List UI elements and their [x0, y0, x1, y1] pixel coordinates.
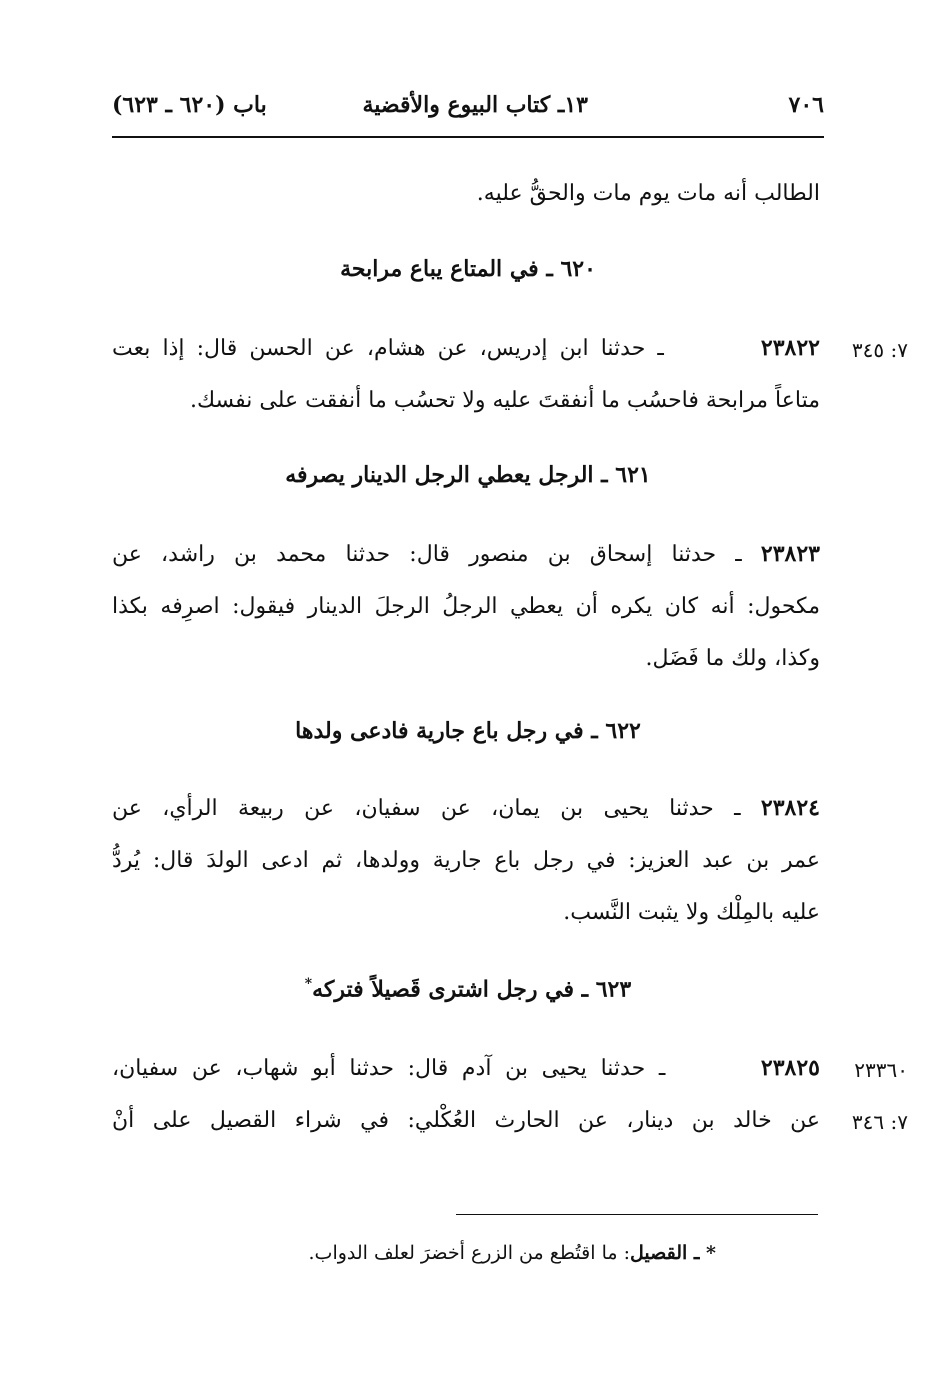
hadith-paragraph-23824 [112, 782, 820, 939]
heading-text: ٦٢٣ ـ في رجل اشترى قَصيلاً فتركه [312, 976, 632, 1003]
footnote-text: : ما اقتُطع من الزرع أخضرَ لعلف الدواب. [308, 1242, 630, 1264]
text-segment: ـ حدثنا إسحاق بن منصور قال: حدثنا محمد بن راشد، عن [112, 542, 742, 567]
hadith-number: ٢٣٨٢٣ [760, 541, 820, 567]
footnote-term: * ـ القصيل [629, 1242, 716, 1264]
running-header [112, 92, 824, 124]
margin-reference: ٧: ٣٤٦ [851, 1110, 908, 1134]
footnote-divider [456, 1214, 818, 1215]
margin-reference: ٢٣٣٦٠ [854, 1058, 908, 1082]
section-heading-621: ٦٢١ ـ الرجل يعطي الرجل الدينار يصرفه [285, 462, 651, 488]
text-line [112, 528, 820, 581]
hadith-number: ٢٣٨٢٤ [760, 795, 820, 821]
hadith-number: ٢٣٨٢٥ [760, 1055, 820, 1081]
hadith-paragraph-23825 [112, 1042, 820, 1147]
section-heading-622: ٦٢٢ ـ في رجل باع جارية فادعى ولدها [295, 718, 641, 744]
section-heading-620: ٦٢٠ ـ في المتاع يباع مرابحة [340, 256, 596, 282]
chapter-range: باب (٦٢٠ ـ ٦٢٣) [112, 92, 267, 118]
text-segment: ـ حدثنا ابن إدريس، عن هشام، عن الحسن قال: إذا بعت [112, 336, 664, 361]
text-line: عليه بالمِلْك ولا يثبت النَّسب. [563, 900, 820, 925]
page-number: ٧٠٦ [788, 92, 824, 118]
book-title: ١٣ـ كتاب البيوع والأقضية [362, 92, 588, 118]
text-line [112, 1042, 820, 1095]
text-line [112, 782, 820, 835]
hadith-paragraph-23823 [112, 528, 820, 685]
hadith-number: ٢٣٨٢٢ [760, 335, 820, 361]
text-line: عمر بن عبد العزيز: في رجل باع جارية وولدها، ثم ادعى الولدَ قال: يُردُّ [112, 848, 820, 873]
text-line: وكذا، ولك ما فَضَل. [645, 646, 820, 671]
text-line: مكحول: أنه كان يكره أن يعطي الرجلُ الرجلَ الدينار فيقول: اصرِفه بكذا [112, 594, 820, 619]
margin-reference: ٧: ٣٤٥ [851, 338, 908, 362]
hadith-paragraph-23822 [112, 322, 820, 427]
footnote-marker: * [304, 976, 313, 992]
text-segment: ـ حدثنا يحيى بن آدم قال: حدثنا أبو شهاب، عن سفيان، [112, 1056, 666, 1081]
text-line: عن خالد بن دينار، عن الحارث العُكْلي: في شراء القصيل على أنْ [112, 1108, 821, 1133]
footnote [309, 1242, 716, 1264]
text-line: الطالب أنه مات يوم مات والحقُّ عليه. [476, 181, 820, 206]
intro-paragraph [112, 168, 820, 220]
section-heading-623 [112, 976, 824, 1002]
text-segment: ـ حدثنا يحيى بن يمان، عن سفيان، عن ربيعة الرأي، عن [112, 796, 741, 821]
header-divider [112, 136, 824, 138]
text-line [112, 322, 820, 375]
text-line: متاعاً مرابحة فاحسُب ما أنفقتَ عليه ولا تحسُب ما أنفقت على نفسك. [190, 388, 820, 413]
